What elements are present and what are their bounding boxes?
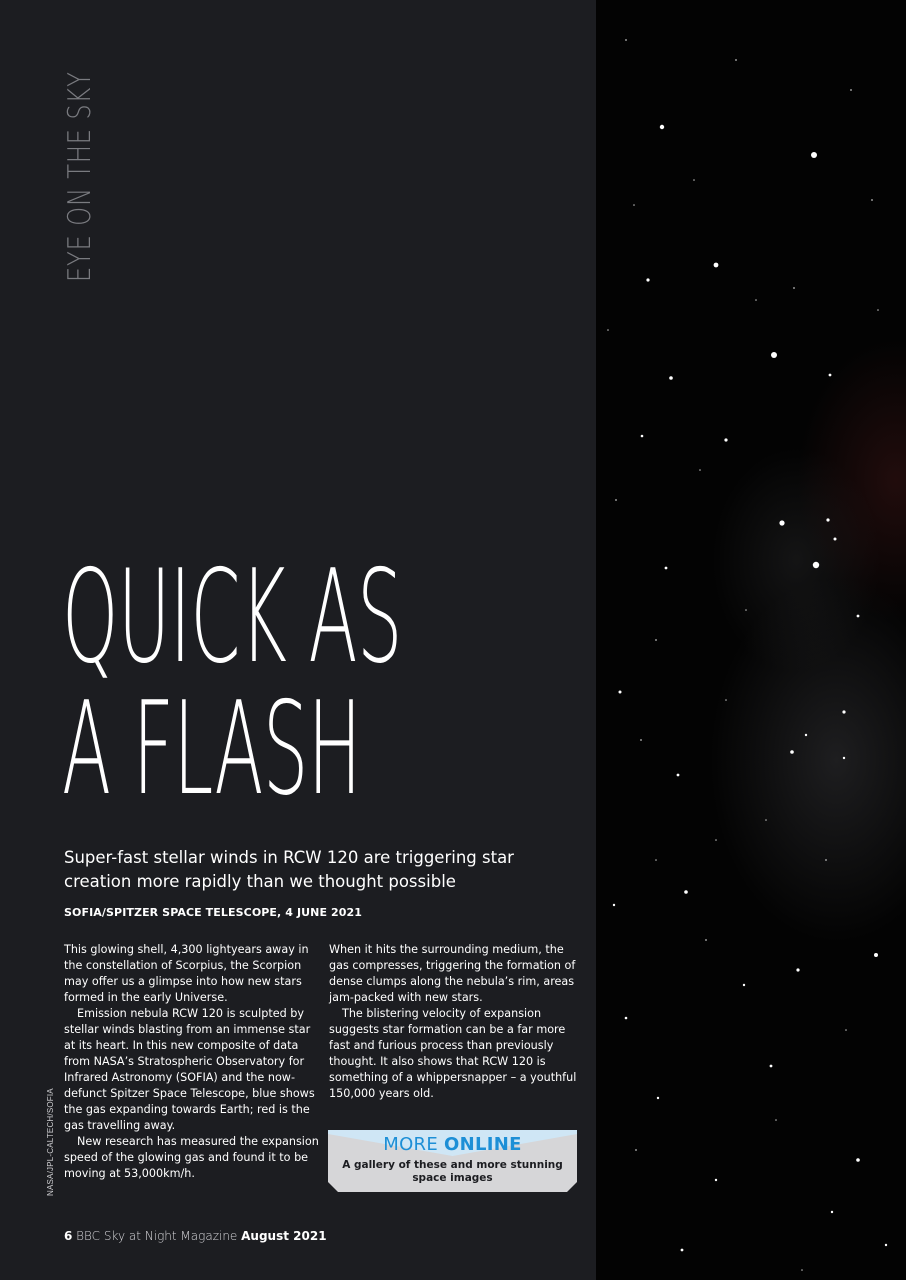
star [684,890,688,894]
star [669,376,673,380]
star [640,739,642,741]
standfirst: Super-fast stellar winds in RCW 120 are triggering star creation more rapidly than we thought possible [64,848,514,891]
star [665,567,668,570]
star [646,278,649,281]
star [779,520,784,525]
star [801,1269,803,1271]
star [714,263,719,268]
star [625,39,627,41]
photo-credit: NASA/JPL-CALTECH/SOFIA [46,1088,55,1196]
star [735,59,737,61]
star [625,1017,628,1020]
star [755,299,757,301]
star [770,1065,773,1068]
star [660,125,664,129]
star [655,639,657,641]
star [885,1244,887,1246]
source-credit: SOFIA/SPITZER SPACE TELESCOPE, 4 JUNE 2021 [64,906,363,919]
star [790,750,794,754]
star [834,538,837,541]
star [796,968,799,971]
star [843,757,845,759]
star [619,691,622,694]
star [793,287,795,289]
star [874,953,878,957]
star [805,734,807,736]
issue-date: August 2021 [241,1229,327,1243]
section-label: EYE ON THE SKY [62,71,98,283]
star [655,859,657,861]
star [831,1211,833,1213]
star [699,469,701,471]
star [871,199,873,201]
body-paragraph: Emission nebula RCW 120 is sculpted by stellar winds blasting from an immense star at its heart. In this new composite of data from NASA’s Stratospheric Observatory for Infrared Astronomy (SOFIA) and the now-defunct Spitzer Space Telescope, blue shows the gas expanding towards Earth; red is the gas travelling away. [64,1007,315,1132]
star [850,89,852,91]
body-column-2 [329,942,579,1102]
star [813,562,819,568]
star [725,699,727,701]
more-online-title-light: MORE [383,1134,445,1155]
star [677,774,680,777]
star [857,615,860,618]
body-paragraph: When it hits the surrounding medium, the gas compresses, triggering the formation of dense clumps along the nebula’s rim, areas jam-packed with new stars. [329,943,576,1004]
star [633,204,635,206]
body-paragraph: New research has measured the expansion speed of the glowing gas and found it to be moving at 53,000km/h. [64,1135,319,1180]
star [856,1158,860,1162]
starfield-svg [596,0,906,1280]
star [829,374,832,377]
star [775,1119,777,1121]
star [745,609,747,611]
star [826,518,829,521]
star [825,859,827,861]
headline-line-2: A FLASH [62,675,362,824]
star [842,710,845,713]
star [635,1149,637,1151]
star [765,819,767,821]
star [771,352,777,358]
more-online-subtitle: A gallery of these and more stunning space images [342,1159,563,1184]
star [811,152,817,158]
page-number: 6 [64,1229,73,1243]
star [641,435,644,438]
star [715,839,717,841]
headline-line-1: QUICK AS [62,543,402,692]
star [845,1029,847,1031]
headline [62,543,402,824]
body-column-1 [64,942,319,1182]
page-footer [64,1229,327,1243]
star [705,939,707,941]
more-online-panel[interactable] [328,1130,577,1192]
star [693,179,695,181]
star [681,1249,684,1252]
starfield-image [596,0,906,1280]
star [743,984,745,986]
star [607,329,609,331]
star [615,499,617,501]
magazine-name: BBC Sky at Night Magazine [72,1229,242,1243]
star [715,1179,717,1181]
body-paragraph: The blistering velocity of expansion suggests star formation can be a far more fast and furious process than previously thought. It also shows that RCW 120 is something of a whippersnapper – a youthful 150,000 years old. [329,1007,577,1100]
star [613,904,615,906]
star [724,438,727,441]
body-paragraph: This glowing shell, 4,300 lightyears away in the constellation of Scorpius, the Scorpion may offer us a glimpse into how new stars formed in the early Universe. [64,943,309,1004]
star [657,1097,659,1099]
star [877,309,879,311]
more-online-title-bold: ONLINE [444,1134,522,1155]
more-online-title [328,1134,577,1155]
